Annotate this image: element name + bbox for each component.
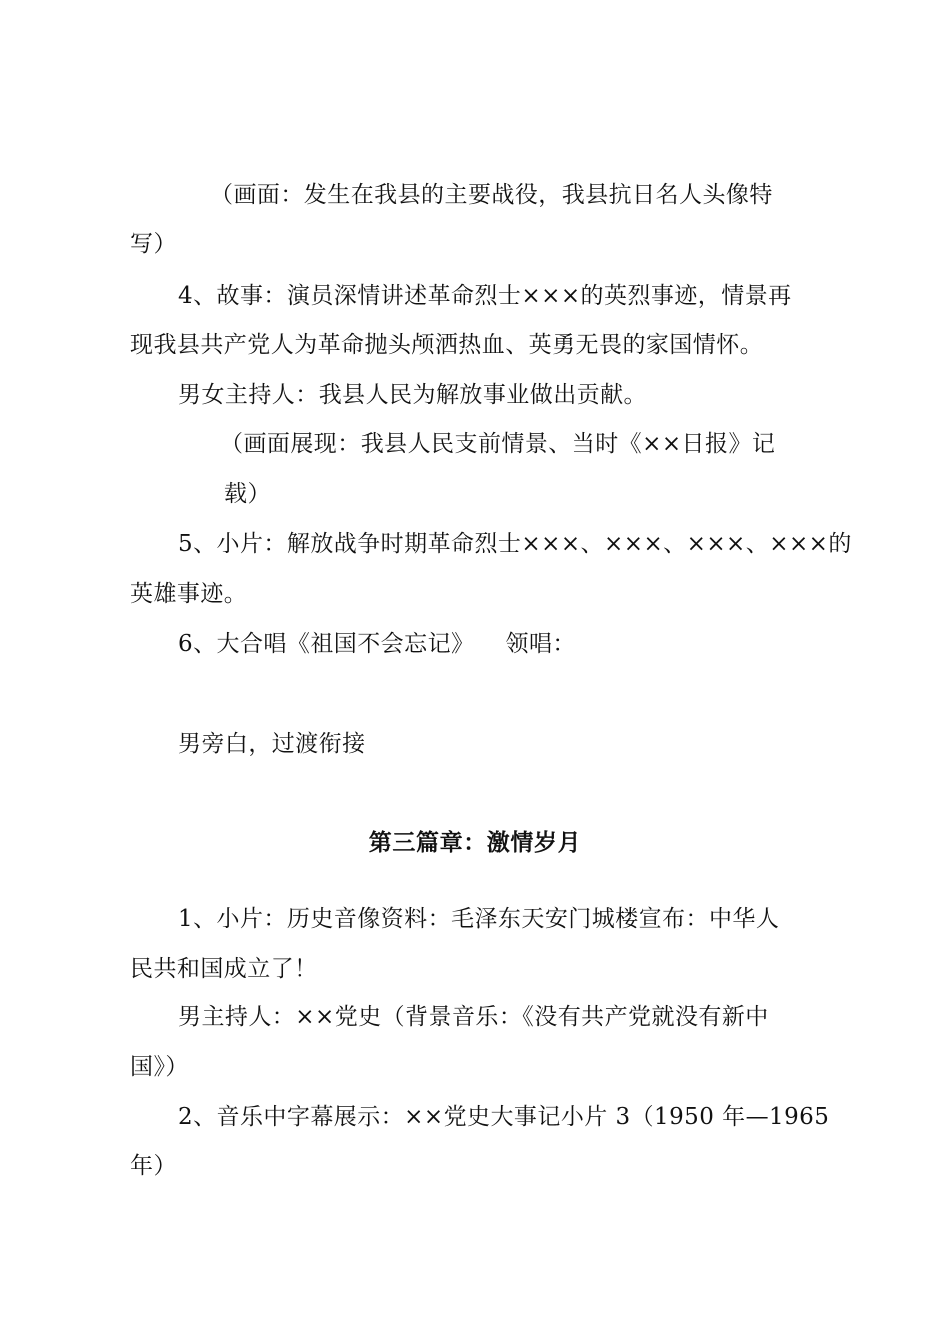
paragraph-text: 年）	[130, 1153, 177, 1179]
chapter-heading: 第三篇章：激情岁月	[368, 830, 582, 856]
paragraph-text: （画面展现：我县人民支前情景、当时《××日报》记	[220, 431, 776, 457]
paragraph-text: 2、音乐中字幕展示：××党史大事记小片 3（1950 年—1965	[178, 1104, 830, 1130]
paragraph-text: 男主持人：××党史（背景音乐：《没有共产党就没有新中	[178, 1004, 769, 1030]
paragraph-text: 国》）	[130, 1054, 189, 1080]
paragraph-text: 民共和国成立了！	[130, 956, 318, 982]
paragraph-text: 男女主持人：我县人民为解放事业做出贡献。	[178, 382, 647, 408]
paragraph-text: 载）	[224, 481, 271, 507]
paragraph-text: （画面：发生在我县的主要战役，我县抗日名人头像特	[210, 182, 773, 208]
paragraph-text: 现我县共产党人为革命抛头颅洒热血、英勇无畏的家国情怀。	[130, 332, 764, 358]
paragraph-text: 英雄事迹。	[130, 581, 248, 607]
paragraph-text: 4、故事：演员深情讲述革命烈士×××的英烈事迹，情景再	[178, 283, 792, 309]
paragraph-text: 1、小片：历史音像资料：毛泽东天安门城楼宣布：中华人	[178, 906, 780, 932]
paragraph-text: 男旁白，过渡衔接	[178, 731, 366, 757]
paragraph-text: 6、大合唱《祖国不会忘记》 领唱：	[178, 631, 576, 657]
paragraph-text: 写）	[130, 231, 177, 257]
paragraph-text: 5、小片：解放战争时期革命烈士×××、×××、×××、×××的	[178, 531, 852, 557]
